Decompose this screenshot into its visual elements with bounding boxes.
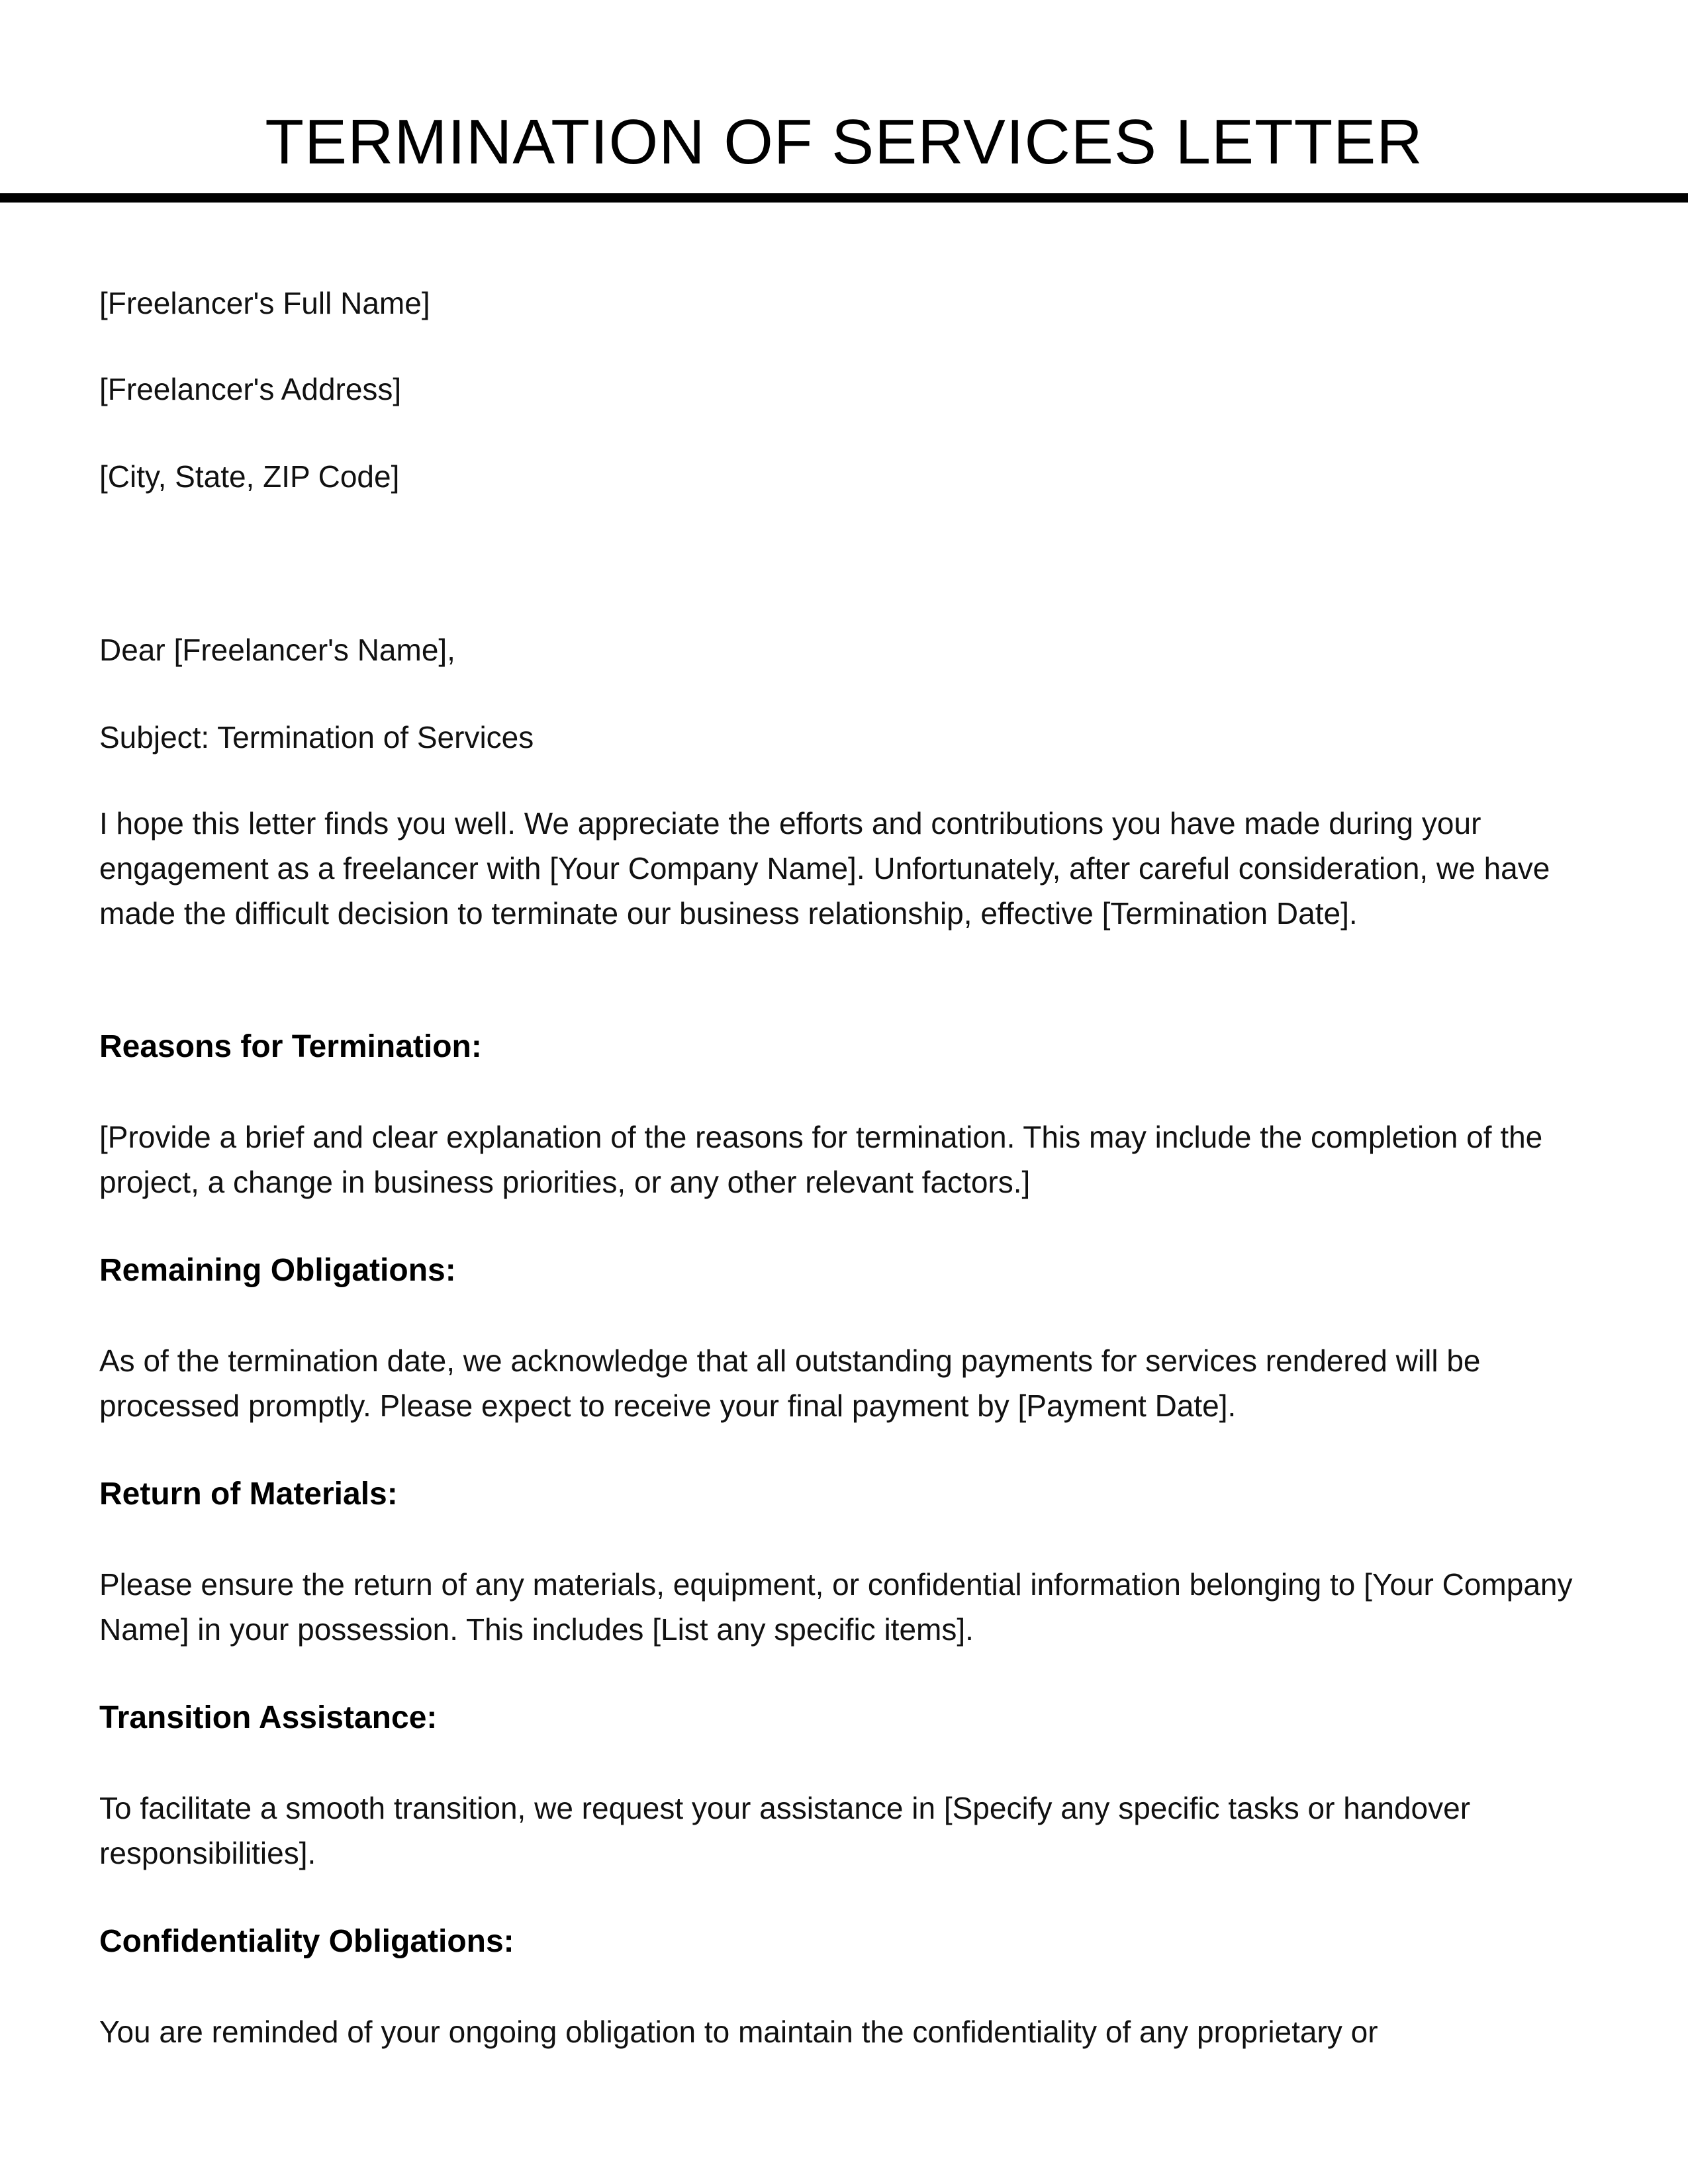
section-heading-obligations: Remaining Obligations: (99, 1253, 456, 1288)
section-text-obligations: As of the termination date, we acknowledge that all outstanding payments for services rendered will be processed promptly. Please expect to receive your final payment by [Payment Date]. (99, 1343, 1481, 1423)
section-heading-confidentiality: Confidentiality Obligations: (99, 1924, 514, 1959)
recipient-address: [Freelancer's Address] (99, 372, 402, 406)
section-text-reasons: [Provide a brief and clear explanation of the reasons for termination. This may include the completion of the project, a change in business priorities, or any other relevant factors.] (99, 1120, 1543, 1199)
section-text-transition: To facilitate a smooth transition, we request your assistance in [Specify any specific tasks or handover responsibilities]. (99, 1791, 1471, 1870)
section-text-materials: Please ensure the return of any materials, equipment, or confidential information belonging to [Your Company Name] in your possession. This includes [List any specific items]. (99, 1567, 1573, 1647)
section-text-confidentiality: You are reminded of your ongoing obligation to maintain the confidentiality of any proprietary or (99, 2015, 1378, 2049)
recipient-name: [Freelancer's Full Name] (99, 286, 430, 320)
salutation: Dear [Freelancer's Name], (99, 633, 455, 667)
section-heading-transition: Transition Assistance: (99, 1700, 438, 1735)
section-heading-reasons: Reasons for Termination: (99, 1029, 482, 1064)
recipient-city: [City, State, ZIP Code] (99, 459, 400, 494)
intro-paragraph: I hope this letter finds you well. We appreciate the efforts and contributions you have made during your engagement as a freelancer with [Your Company Name]. Unfortunately, after careful consideration, we have made the difficult decision to terminate our business relationship, effective [Termination Date]. (99, 806, 1550, 931)
section-heading-materials: Return of Materials: (99, 1477, 398, 1512)
subject-line: Subject: Termination of Services (99, 720, 534, 754)
title-divider (0, 193, 1688, 203)
page-title: TERMINATION OF SERVICES LETTER (265, 107, 1423, 177)
